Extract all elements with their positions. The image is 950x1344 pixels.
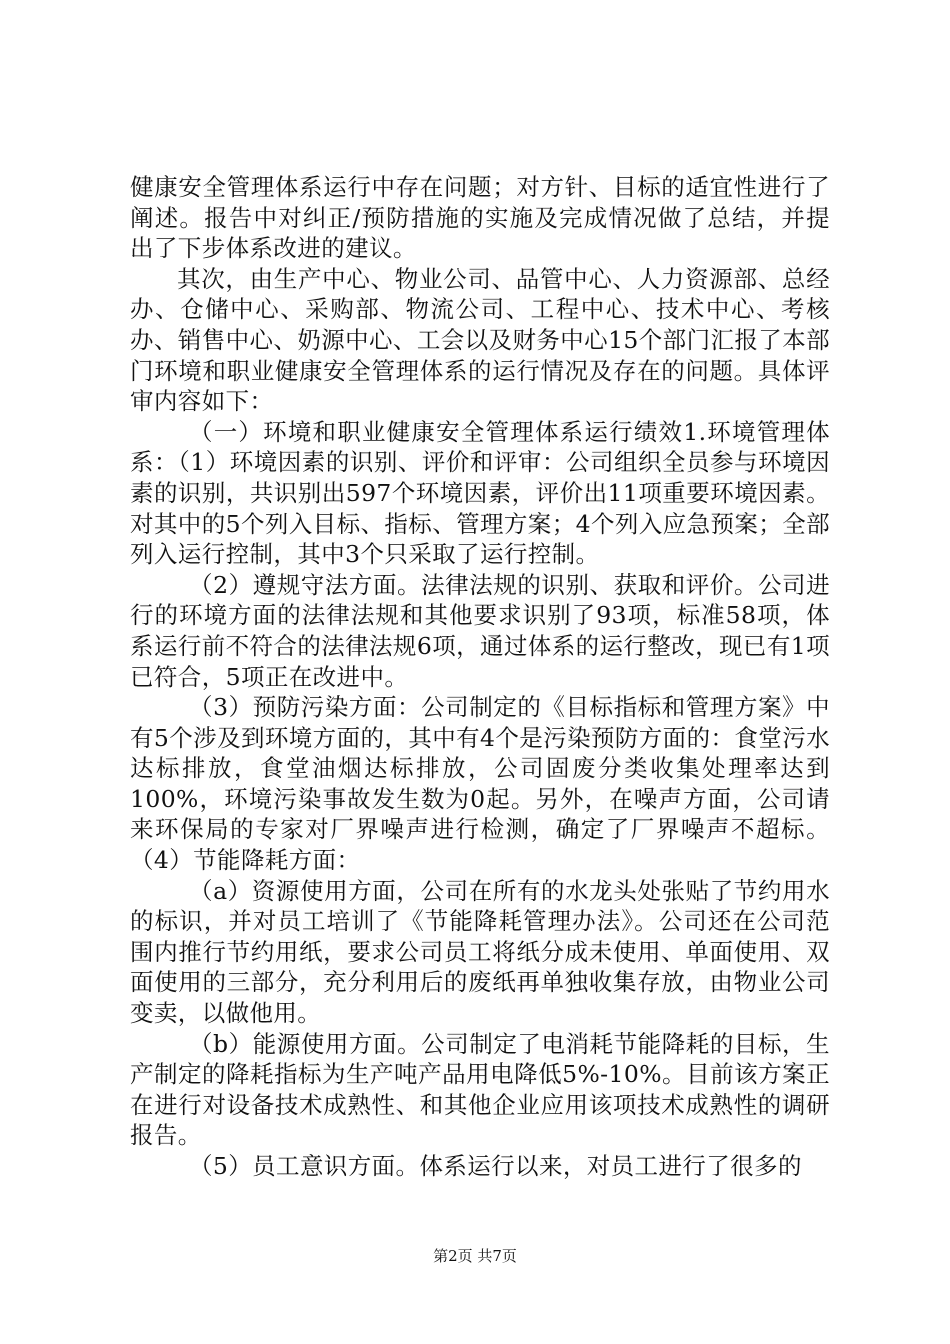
paragraph-environment-factors: （一）环境和职业健康安全管理体系运行绩效1.环境管理体系：（1）环境因素的识别、评价和评审：公司组织全员参与环境因素的识别，共识别出597个环境因素，评价出11项重要环境因素。对其中的5个列入目标、指标、管理方案；4个列入应急预案；全部列入运行控制，其中3个只采取了运行控制。 <box>130 417 830 569</box>
paragraph-resource-use: （a）资源使用方面，公司在所有的水龙头处张贴了节约用水的标识，并对员工培训了《节能降耗管理办法》。公司还在公司范围内推行节约用纸，要求公司员工将纸分成未使用、单面使用、双面使用的三部分，充分利用后的废纸再单独收集存放，由物业公司变卖，以做他用。 <box>130 876 830 1028</box>
page-number-footer: 第2页 共7页 <box>433 1247 517 1265</box>
paragraph-pollution-prevention: （3）预防污染方面：公司制定的《目标指标和管理方案》中有5个涉及到环境方面的，其中有4个是污染预防方面的：食堂污水达标排放，食堂油烟达标排放，公司固废分类收集处理率达到100%，环境污染事故发生数为0起。另外，在噪声方面，公司请来环保局的专家对厂界噪声进行检测，确定了厂界噪声不超标。（4）节能降耗方面： <box>130 693 830 875</box>
paragraph-energy-use: （b）能源使用方面。公司制定了电消耗节能降耗的目标，生产制定的降耗指标为生产吨产品用电降低5%-10%。目前该方案正在进行对设备技术成熟性、和其他企业应用该项技术成熟性的调研报告。 <box>130 1029 830 1150</box>
paragraph-compliance: （2）遵规守法方面。法律法规的识别、获取和评价。公司进行的环境方面的法律法规和其他要求识别了93项，标准58项，体系运行前不符合的法律法规6项，通过体系的运行整改，现已有1项已符合，5项正在改进中。 <box>130 570 830 691</box>
paragraph-continuation: 健康安全管理体系运行中存在问题；对方针、目标的适宜性进行了阐述。报告中对纠正/预防措施的实施及完成情况做了总结，并提出了下步体系改进的建议。 <box>130 173 830 263</box>
document-body <box>130 172 830 1182</box>
paragraph-departments: 其次，由生产中心、物业公司、品管中心、人力资源部、总经办、仓储中心、采购部、物流公司、工程中心、技术中心、考核办、销售中心、奶源中心、工会以及财务中心15个部门汇报了本部门环境和职业健康安全管理体系的运行情况及存在的问题。具体评审内容如下： <box>130 264 830 416</box>
paragraph-employee-awareness: （5）员工意识方面。体系运行以来，对员工进行了很多的 <box>189 1152 802 1180</box>
